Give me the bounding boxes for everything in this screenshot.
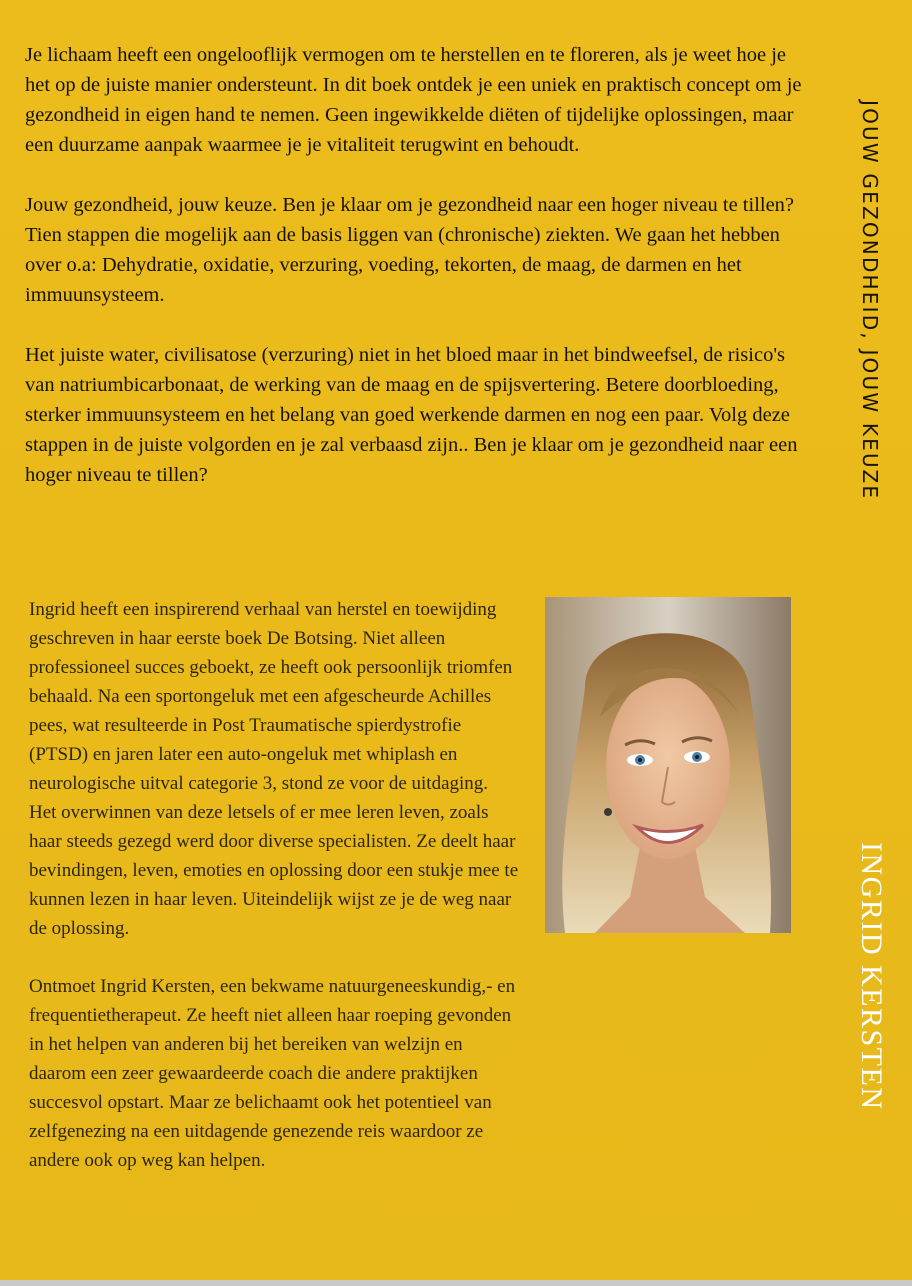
bottom-strip [0,1280,912,1286]
bio-paragraph-1: Ingrid heeft een inspirerend verhaal van herstel en toewijding geschreven in haar eerste boek De Botsing. Niet alleen professioneel succes geboekt, ze heeft ook persoonlijk triomfen behaald. Na een sportongeluk met een afgescheurde Achilles pees, wat resulteerde in Post Traumatische spierdystrofie (PTSD) en jaren later een auto-ongeluk met whiplash en neurologische uitval categorie 3, stond ze voor de uitdaging. Het overwinnen van deze letsels of er mee leren leven, zoals haar steeds gezegd werd door diverse specialisten. Ze deelt haar bevindingen, leven, emoties en oplossing door een stukje mee te kunnen lezen in haar leven. Uiteindelijk wijst ze je de weg naar de oplossing. [29,599,519,939]
spine-author: INGRID KERSTEN [855,842,888,1111]
intro-paragraph-1: Je lichaam heeft een ongelooflijk vermogen om te herstellen en te floreren, als je weet hoe je het op de juiste manier ondersteunt. In dit boek ontdek je een uniek en praktisch concept om je gezondheid in eigen hand te nemen. Geen ingewikkelde diëten of tijdelijke oplossingen, maar een duurzame aanpak waarmee je je vitaliteit terugwint en behoudt. [25,44,802,156]
intro-text [25,40,815,520]
author-bio [29,595,519,1204]
spine-title: JOUW GEZONDHEID, JOUW KEUZE [858,100,882,501]
author-photo [545,597,791,933]
bio-paragraph-2: Ontmoet Ingrid Kersten, een bekwame natuurgeneeskundig,- en frequentietherapeut. Ze heeft niet alleen haar roeping gevonden in het helpen van anderen bij het bereiken van welzijn en daarom een zeer gewaardeerde coach die andere praktijken succesvol opstart. Maar ze belichaamt ook het potentieel van zelfgenezing na een uitdagende genezende reis waardoor ze andere ook op weg kan helpen. [29,976,516,1171]
intro-paragraph-3: Het juiste water, civilisatose (verzuring) niet in het bloed maar in het bindweefsel, de risico's van natriumbicarbonaat, de werking van de maag en de spijsvertering. Betere doorbloeding, sterker immuunsysteem en het belang van goed werkende darmen en nog een paar. Volg deze stappen in de juiste volgorden en je zal verbaasd zijn.. Ben je klaar om je gezondheid naar een hoger niveau te tillen? [25,344,798,486]
intro-paragraph-2: Jouw gezondheid, jouw keuze. Ben je klaar om je gezondheid naar een hoger niveau te tillen? Tien stappen die mogelijk aan de basis liggen van (chronische) ziekten. We gaan het hebben over o.a: Dehydratie, oxidatie, verzuring, voeding, tekorten, de maag, de darmen en het immuunsysteem. [25,194,795,306]
